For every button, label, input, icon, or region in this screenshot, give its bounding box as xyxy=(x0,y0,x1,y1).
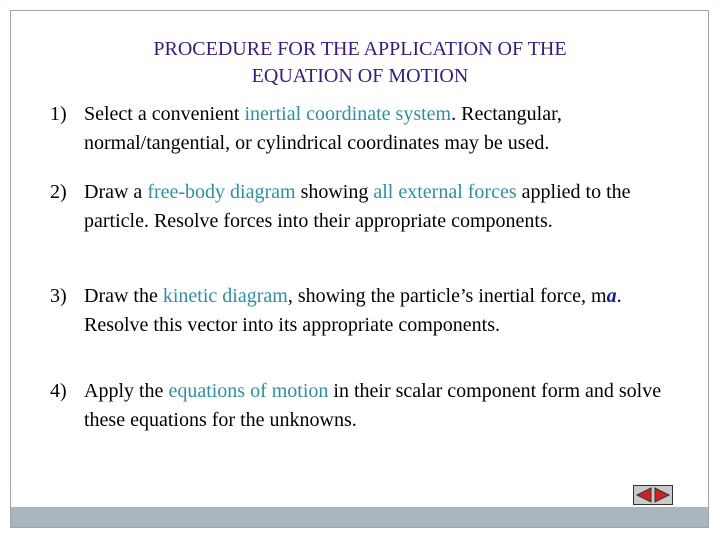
title-line-2: EQUATION OF MOTION xyxy=(251,65,469,87)
highlight-term: equations of motion xyxy=(168,380,329,402)
step-text xyxy=(84,282,684,339)
next-slide-button[interactable] xyxy=(653,487,671,503)
step-text xyxy=(84,178,684,235)
step-text-part: . Rectangular, normal/tangential, or cylindrical coordinates may be used. xyxy=(84,103,562,154)
arrow-left-icon xyxy=(635,487,653,503)
step-text-part: in their scalar component form and solve these equations for the unknowns. xyxy=(84,380,662,431)
step-text-part: Select a convenient xyxy=(84,103,245,125)
step-text-part: applied to the particle. Resolve forces into their appropriate components. xyxy=(84,181,631,232)
step-number: 3) xyxy=(50,285,67,307)
step-text xyxy=(84,377,684,434)
slide-footer-bar xyxy=(11,507,708,527)
step-number: 2) xyxy=(50,181,67,203)
step-text-part: . Resolve this vector into its appropriate components. xyxy=(84,285,622,336)
step-text-part: Draw the xyxy=(84,285,163,307)
highlight-term: free-body diagram xyxy=(147,181,296,203)
step-number: 1) xyxy=(50,103,67,125)
step-text-part: showing xyxy=(295,181,374,203)
arrow-right-icon xyxy=(653,487,671,503)
slide-title xyxy=(40,36,680,90)
step-number: 4) xyxy=(50,380,67,402)
step-text-part: Draw a xyxy=(84,181,148,203)
previous-slide-button[interactable] xyxy=(635,487,653,503)
highlight-term: inertial coordinate system xyxy=(244,103,452,125)
highlight-term: kinetic diagram xyxy=(162,285,288,307)
step-text-part: Apply the xyxy=(84,380,169,402)
step-text-part: , showing the particle’s inertial force, m xyxy=(287,285,607,307)
vector-a: a xyxy=(606,285,617,307)
highlight-term: all external forces xyxy=(373,181,517,203)
slide-navigation xyxy=(633,485,673,505)
title-line-1: PROCEDURE FOR THE APPLICATION OF THE xyxy=(153,38,567,60)
step-text xyxy=(84,100,684,157)
